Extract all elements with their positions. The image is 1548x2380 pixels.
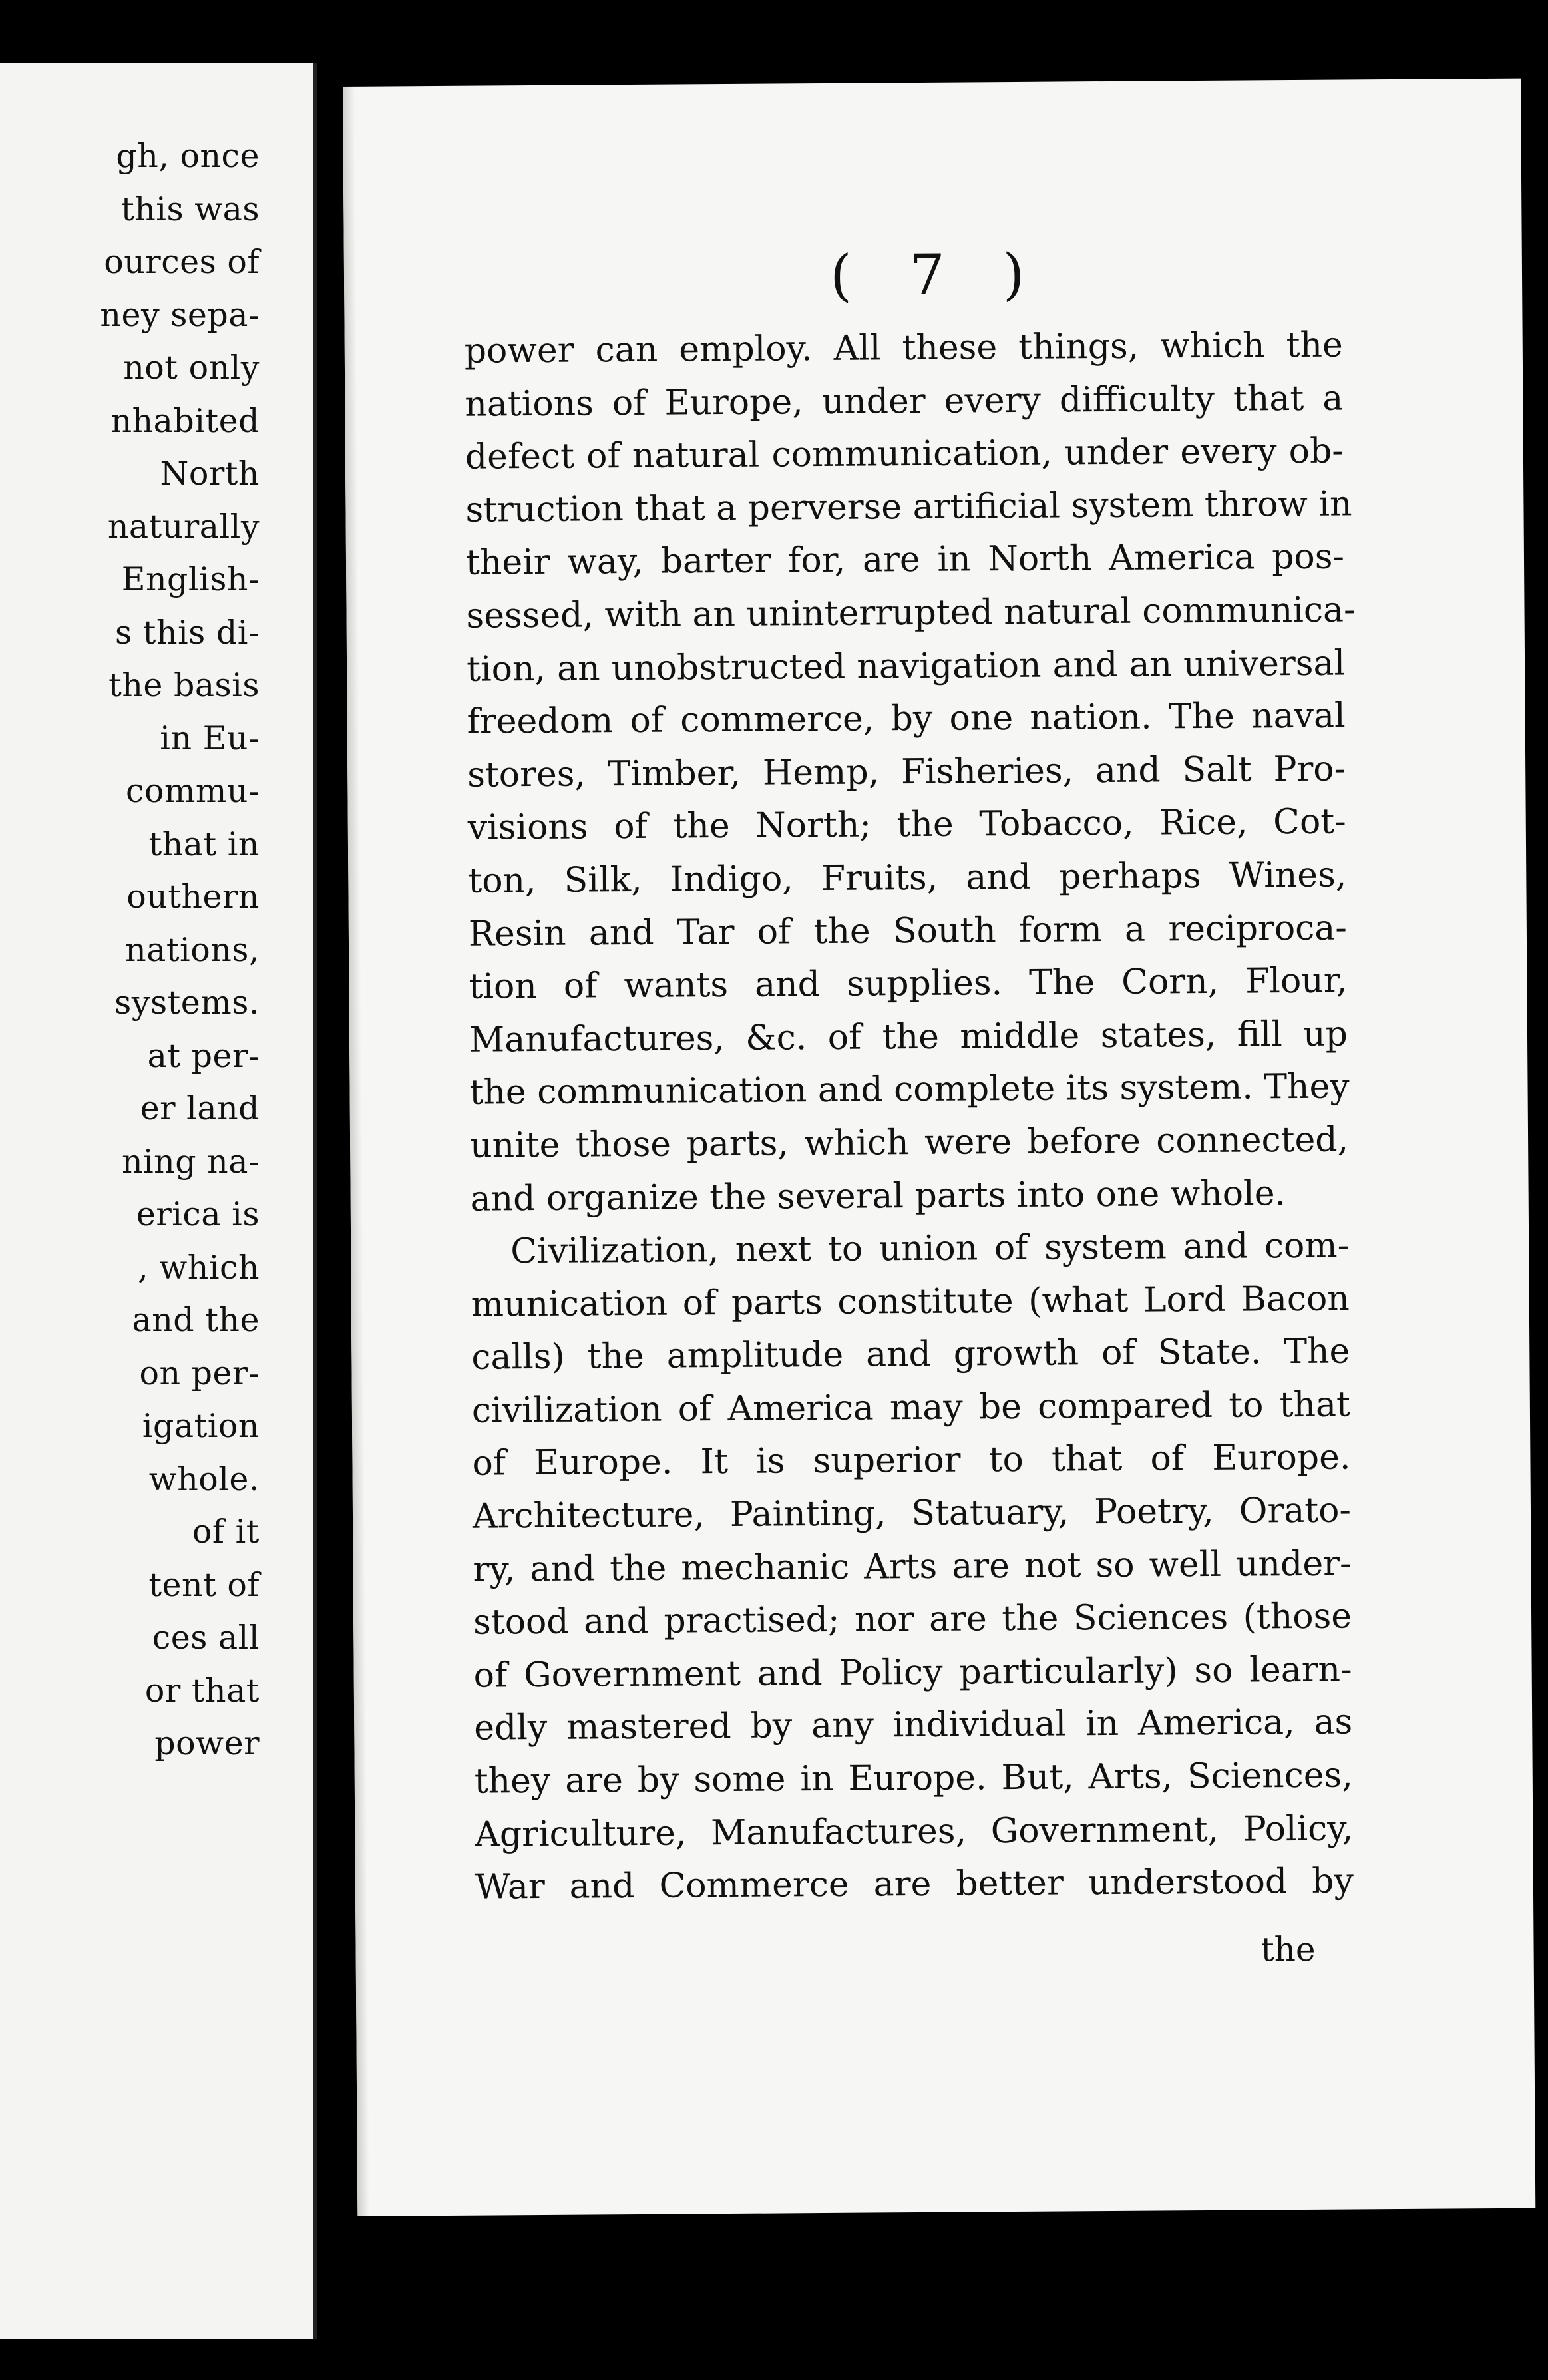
text-line: munication of parts constitute (what Lord Bacon: [471, 1279, 1350, 1325]
left-page-line: power: [154, 1724, 260, 1762]
left-page-line: s this di-: [115, 613, 260, 652]
left-page-line: naturally: [107, 507, 260, 546]
text-line: they are by some in Europe. But, Arts, Sciences,: [474, 1755, 1353, 1802]
left-page-line: North: [160, 455, 260, 493]
left-page-line: systems.: [114, 984, 260, 1022]
text-line: ton, Silk, Indigo, Fruits, and perhaps Wines,: [468, 855, 1347, 901]
text-line: freedom of commerce, by one nation. The naval: [467, 695, 1346, 742]
left-page-line: the basis: [108, 666, 260, 704]
text-line: tion of wants and supplies. The Corn, Flour,: [469, 960, 1348, 1007]
text-line: visions of the North; the Tobacco, Rice, Cot-: [467, 801, 1346, 849]
text-line: unite those parts, which were before connected,: [469, 1119, 1349, 1166]
text-line: of Europe. It is superior to that of Europe.: [472, 1437, 1351, 1484]
text-line: struction that a perverse artificial system throw in: [465, 484, 1352, 530]
left-page-line: tent of: [148, 1565, 260, 1604]
left-page-line: in Eu-: [160, 719, 260, 757]
text-line: of Government and Policy particularly) so learn-: [473, 1649, 1352, 1696]
left-page-line: this was: [121, 190, 260, 228]
left-page: [0, 63, 317, 2339]
text-line: civilization of America may be compared to that: [471, 1384, 1351, 1431]
text-line: stores, Timber, Hemp, Fisheries, and Salt Pro-: [467, 749, 1346, 795]
text-line: ry, and the mechanic Arts are not so well under-: [473, 1543, 1352, 1590]
left-page-line: whole.: [148, 1460, 260, 1498]
left-page-line: that in: [148, 825, 260, 863]
catchword: the: [1260, 1929, 1316, 1969]
text-line: sessed, with an uninterrupted natural communica-: [466, 590, 1356, 636]
text-line: Agriculture, Manufactures, Government, Policy,: [475, 1808, 1354, 1855]
left-page-line: at per-: [147, 1036, 260, 1075]
right-page: [343, 79, 1535, 2216]
left-page-line: gh, once: [116, 137, 260, 175]
text-line: War and Commerce are better understood by: [475, 1861, 1354, 1907]
left-page-line: , which: [138, 1248, 260, 1287]
text-line: stood and practised; nor are the Sciences (those: [473, 1596, 1352, 1643]
left-page-line: er land: [140, 1090, 260, 1127]
text-line: their way, barter for, are in North America pos-: [465, 536, 1345, 584]
left-page-line: not only: [123, 349, 260, 387]
left-page-line: or that: [144, 1671, 260, 1710]
page-number: ( 7 ): [829, 241, 1045, 308]
text-line: tion, an unobstructed navigation and an universal: [466, 643, 1346, 690]
left-page-line: ources of: [104, 243, 260, 281]
left-page-line: English-: [121, 560, 260, 598]
text-line: the communication and complete its system. They: [469, 1066, 1350, 1113]
text-line: Civilization, next to union of system and com-: [510, 1225, 1350, 1272]
text-line: and organize the several parts into one whole.: [470, 1173, 1286, 1219]
text-line: edly mastered by any individual in America, as: [474, 1702, 1353, 1749]
text-line: Manufactures, &c. of the middle states, fill up: [469, 1014, 1348, 1060]
left-page-line: igation: [142, 1407, 260, 1445]
left-page-line: ces all: [152, 1619, 260, 1657]
text-line: defect of natural communication, under every ob-: [465, 431, 1344, 477]
left-page-line: ney sepa-: [100, 296, 260, 334]
right-page-body: [465, 319, 1354, 1915]
left-page-line: ning na-: [121, 1142, 260, 1181]
text-line: power can employ. All these things, which the: [464, 325, 1343, 371]
left-page-line: outhern: [126, 878, 260, 916]
text-line: calls) the amplitude and growth of State. The: [471, 1331, 1350, 1378]
text-line: nations of Europe, under every difficulty that a: [465, 378, 1344, 425]
left-page-line: and the: [132, 1301, 260, 1339]
left-page-line: nations,: [125, 930, 260, 969]
left-page-line: nhabited: [110, 401, 260, 440]
left-page-line: commu-: [126, 772, 260, 810]
text-line: Resin and Tar of the South form a reciproca-: [468, 908, 1348, 954]
left-page-line: erica is: [136, 1195, 260, 1233]
left-page-line: of it: [192, 1513, 260, 1551]
text-line: Architecture, Painting, Statuary, Poetry, Orato-: [472, 1490, 1352, 1537]
left-page-line: on per-: [139, 1354, 260, 1392]
